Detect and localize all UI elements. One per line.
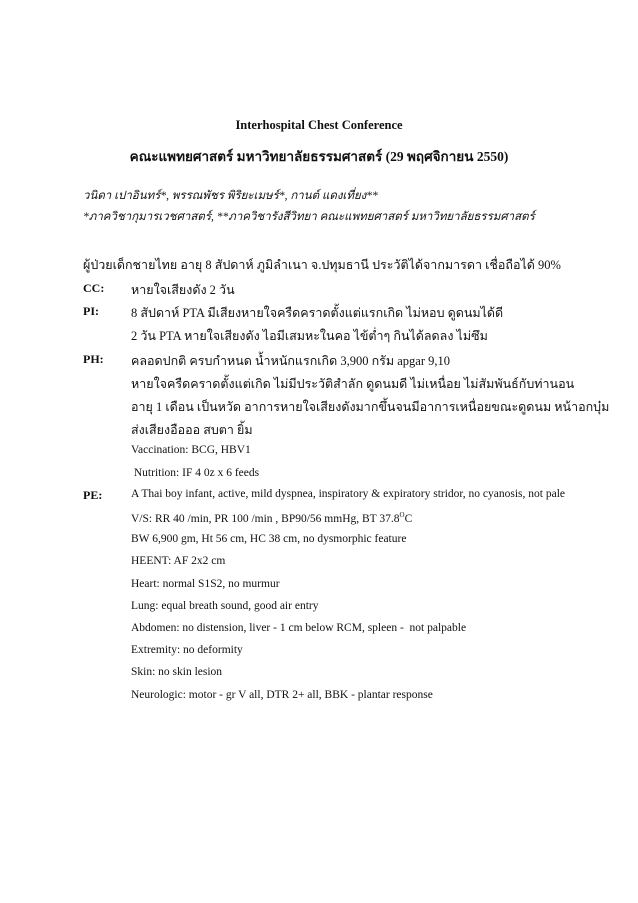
patient-intro: ผู้ป่วยเด็กชายไทย อายุ 8 สัปดาห์ ภูมิลำเนา จ.ปทุมธานี ประวัติได้จากมารดา เชื่อถือได้ 90% [83, 258, 561, 272]
pi-line: 8 สัปดาห์ PTA มีเสียงหายใจครืดคราดตั้งแต่แรกเกิด ไม่หอบ ดูดนมได้ดี [131, 306, 504, 320]
nutrition-line: Nutrition: IF 4 0z x 6 feeds [131, 467, 260, 479]
vital-signs-text: V/S: RR 40 /min, PR 100 /min , BP90/56 mmHg, BT 37.8 [131, 513, 400, 525]
heent-line: HEENT: AF 2x2 cm [131, 555, 226, 567]
lung-line: Lung: equal breath sound, good air entry [131, 600, 319, 612]
abdomen-line: Abdomen: no distension, liver - 1 cm below RCM, spleen - not palpable [131, 622, 467, 634]
skin-line: Skin: no skin lesion [131, 666, 223, 678]
pe-general-line: A Thai boy infant, active, mild dyspnea, inspiratory & expiratory stridor, no cyanosis, not pale [131, 488, 566, 500]
cc-label: CC: [83, 281, 105, 295]
vital-signs-line [131, 511, 412, 525]
ph-label: PH: [83, 352, 104, 366]
degree-mark: O [399, 511, 405, 519]
heart-line: Heart: normal S1S2, no murmur [131, 578, 280, 590]
authors-line: วนิดา เปาอินทร์*, พรรณพัชร พิริยะเมษร์*, กานต์ แดงเที่ยง** [83, 190, 378, 202]
ph-line: ส่งเสียงอือออ สบตา ยิ้ม [131, 423, 253, 437]
pi-label: PI: [83, 304, 99, 318]
cc-text: หายใจเสียงดัง 2 วัน [131, 283, 235, 297]
extremity-line: Extremity: no deformity [131, 644, 243, 656]
conference-title: Interhospital Chest Conference [235, 118, 403, 132]
temperature-unit: C [404, 513, 413, 525]
body-measurements-line: BW 6,900 gm, Ht 56 cm, HC 38 cm, no dysmorphic feature [131, 533, 407, 545]
ph-line: หายใจครืดคราดตั้งแต่เกิด ไม่มีประวัติสำลัก ดูดนมดี ไม่เหนื่อย ไม่สัมพันธ์กับท่านอน [131, 377, 575, 391]
pi-line: 2 วัน PTA หายใจเสียงดัง ไอมีเสมหะในคอ ไข้ต่ำๆ กินได้ลดลง ไม่ซึม [131, 329, 488, 343]
affiliations-line: *ภาควิชากุมารเวชศาสตร์, **ภาควิชารังสีวิทยา คณะแพทยศาสตร์ มหาวิทยาลัยธรรมศาสตร์ [83, 211, 535, 223]
pe-label: PE: [83, 488, 103, 502]
ph-line: อายุ 1 เดือน เป็นหวัด อาการหายใจเสียงดังมากขึ้นจนมีอาการเหนื่อยขณะดูดนม หน้าอกบุ๋ม [131, 400, 610, 414]
neurologic-line: Neurologic: motor - gr V all, DTR 2+ all, BBK - plantar response [131, 689, 433, 701]
faculty-date-subtitle: คณะแพทยศาสตร์ มหาวิทยาลัยธรรมศาสตร์ (29 พฤศจิกายน 2550) [129, 149, 509, 164]
ph-line: คลอดปกติ ครบกำหนด น้ำหนักแรกเกิด 3,900 กรัม apgar 9,10 [131, 354, 451, 368]
vaccination-line: Vaccination: BCG, HBV1 [131, 444, 251, 456]
